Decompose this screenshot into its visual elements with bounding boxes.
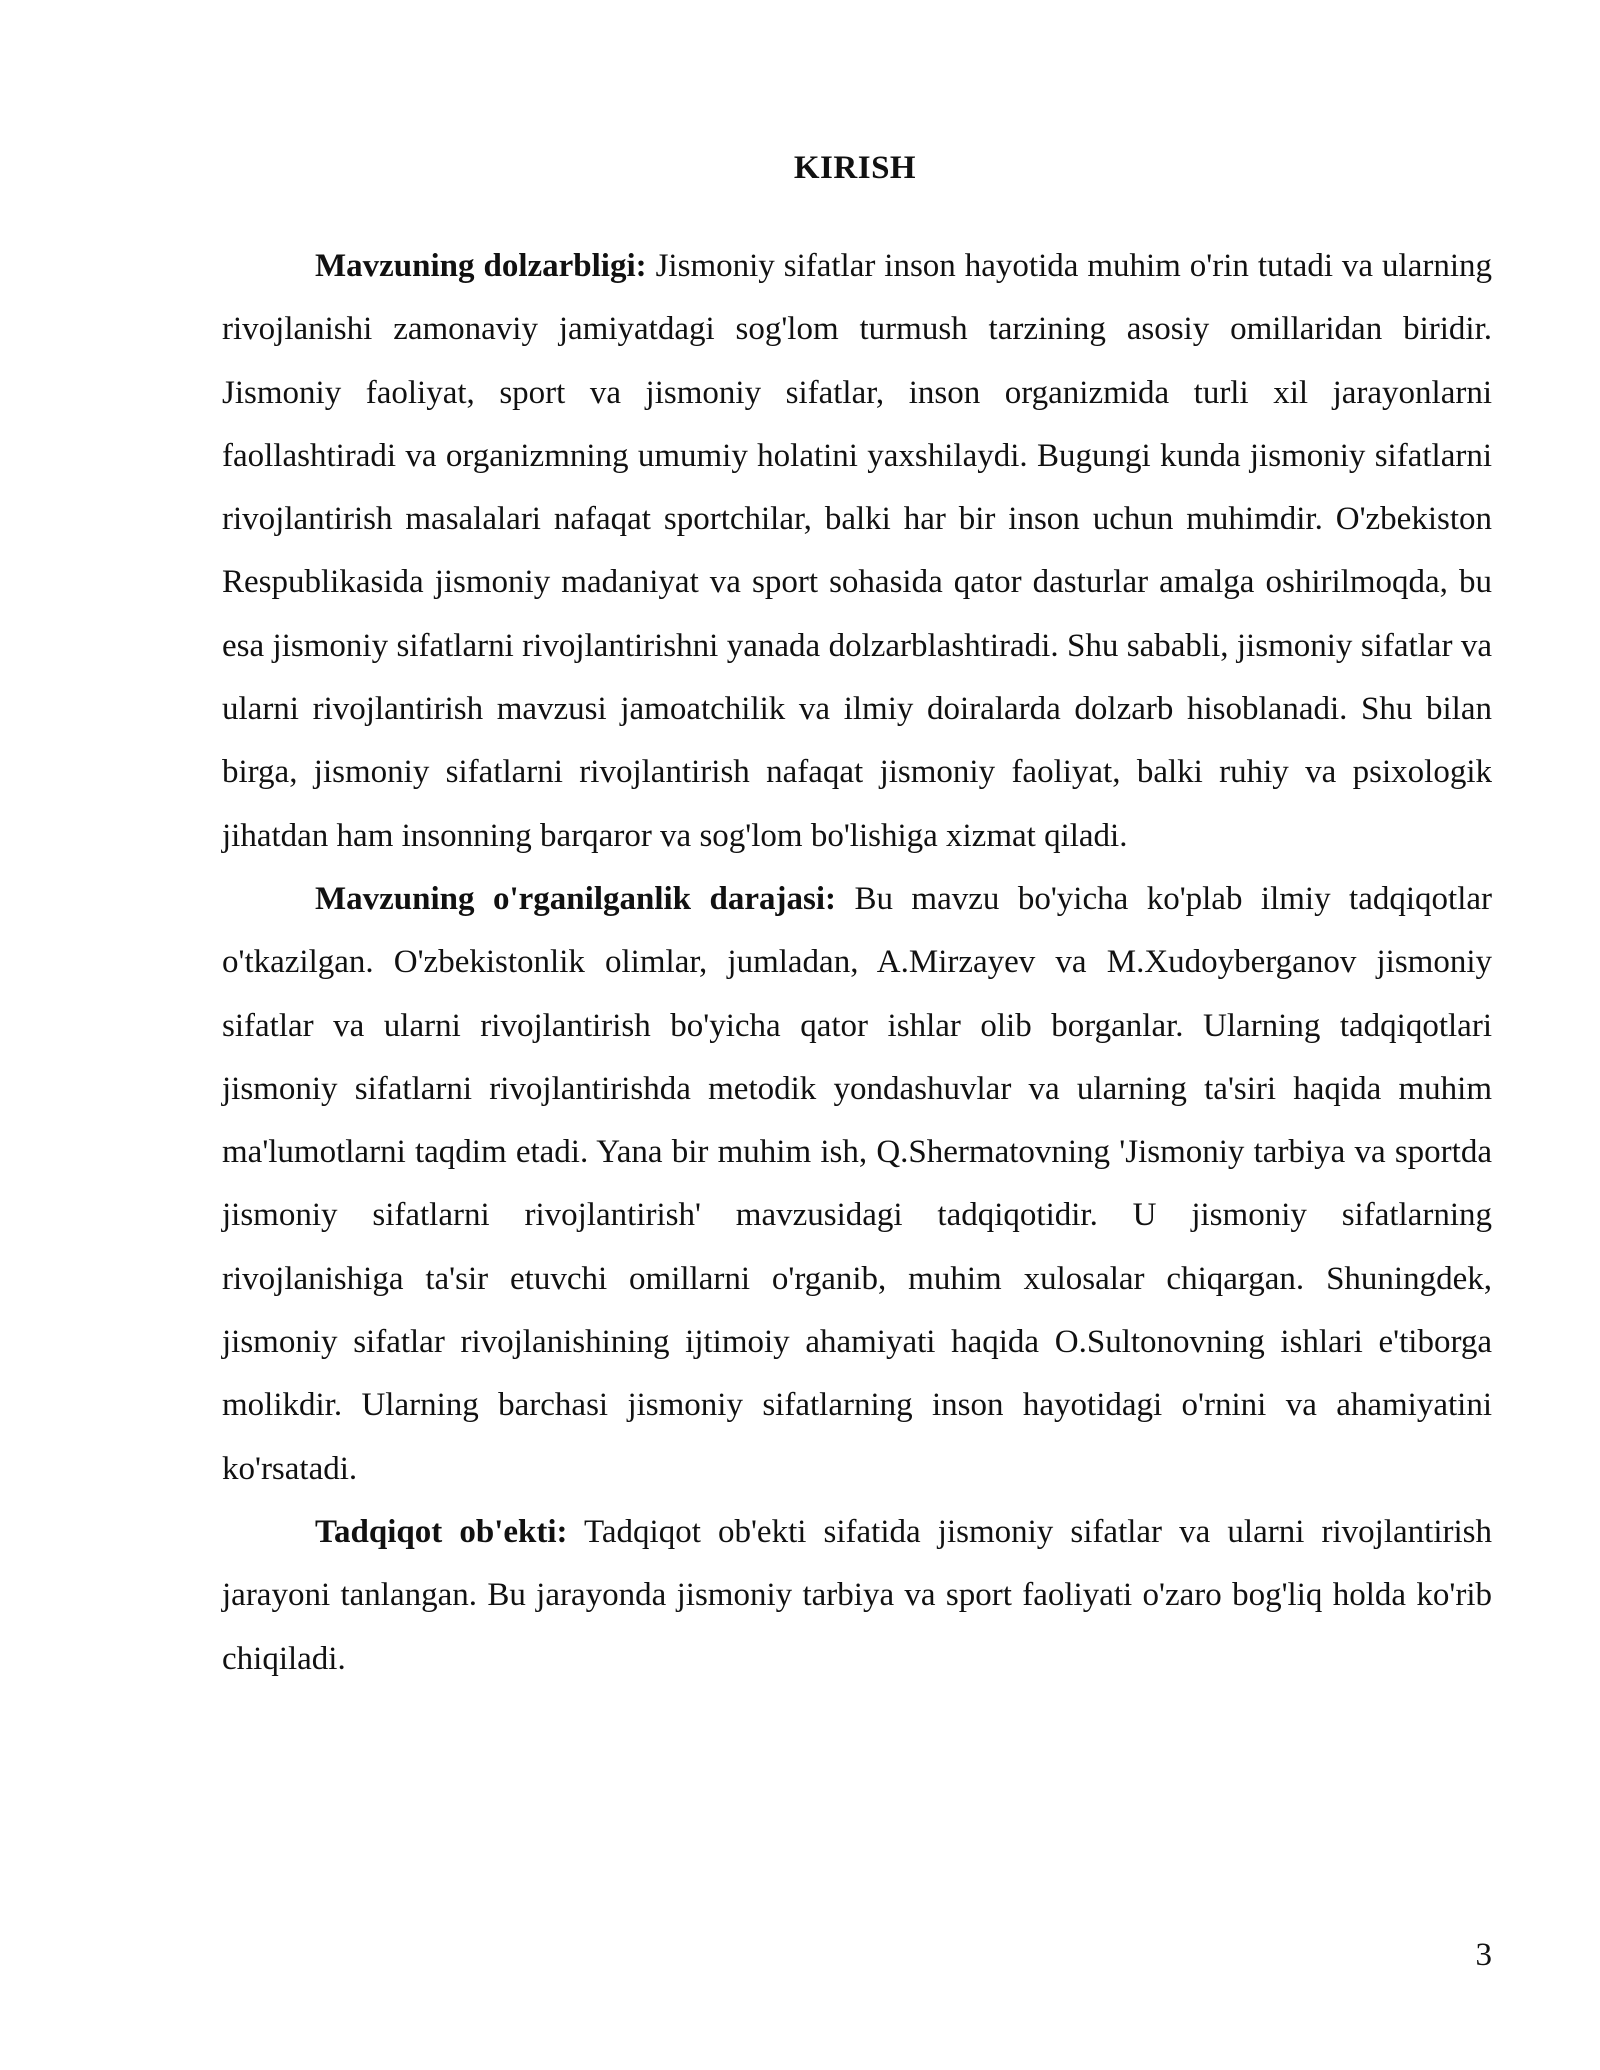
paragraph-text: Jismoniy sifatlar inson hayotida muhim o'rin tutadi va ularning rivojlanishi zamonaviy jamiyatdagi sog'lom turmush tarzining asosiy omillaridan biridir. Jismoniy faoliyat, sport va jismoniy sifatlar, inson organizmida turli xil jarayonlarni faollashtiradi va organizmning umumiy holatini yaxshilaydi. Bugungi kunda jismoniy sifatlarni rivojlantirish masalalari nafaqat sportchilar, balki har bir inson uchun muhimdir. O'zbekiston Respublikasida jismoniy madaniyat va sport sohasida qator dasturlar amalga oshirilmoqda, bu esa jismoniy sifatlarni rivojlantirishni yanada dolzarblashtiradi. Shu sababli, jismoniy sifatlar va ularni rivojlantirish mavzusi jamoatchilik va ilmiy doiralarda dolzarb hisoblanadi. Shu bilan birga, jismoniy sifatlarni rivojlantirish nafaqat jismoniy faoliyat, balki ruhiy va psixologik jihatdan ham insonning barqaror va sog'lom bo'lishiga xizmat qiladi. [222,248,1492,854]
paragraph-text: Tadqiqot ob'ekti sifatida jismoniy sifatlar va ularni rivojlantirish jarayoni tanlangan. Bu jarayonda jismoniy tarbiya va sport faoliyati o'zaro bog'liq holda ko'rib chiqiladi. [222,1513,1492,1677]
page-title: KIRISH [793,150,917,186]
page-number: 3 [1475,1937,1492,1973]
document-body [222,235,1492,1691]
paragraph-relevance [222,235,1492,868]
paragraph-study-level [222,868,1492,1501]
paragraph-lead: Tadqiqot ob'ekti: [315,1513,568,1550]
paragraph-research-object [222,1501,1492,1691]
paragraph-lead: Mavzuning o'rganilganlik darajasi: [315,880,836,917]
paragraph-lead: Mavzuning dolzarbligi: [315,248,647,284]
paragraph-text: Bu mavzu bo'yicha ko'plab ilmiy tadqiqotlar o'tkazilgan. O'zbekistonlik olimlar, jumladan, A.Mirzayev va M.Xudoyberganov jismoniy sifatlar va ularni rivojlantirish bo'yicha qator ishlar olib borganlar. Ularning tadqiqotlari jismoniy sifatlarni rivojlantirishda metodik yondashuvlar va ularning ta'siri haqida muhim ma'lumotlarni taqdim etadi. Yana bir muhim ish, Q.Shermatovning 'Jismoniy tarbiya va sportda jismoniy sifatlarni rivojlantirish' mavzusidagi tadqiqotidir. U jismoniy sifatlarning rivojlanishiga ta'sir etuvchi omillarni o'rganib, muhim xulosalar chiqargan. Shuningdek, jismoniy sifatlar rivojlanishining ijtimoiy ahamiyati haqida O.Sultonovning ishlari e'tiborga molikdir. Ularning barchasi jismoniy sifatlarning inson hayotidagi o'rnini va ahamiyatini ko'rsatadi. [222,880,1492,1487]
